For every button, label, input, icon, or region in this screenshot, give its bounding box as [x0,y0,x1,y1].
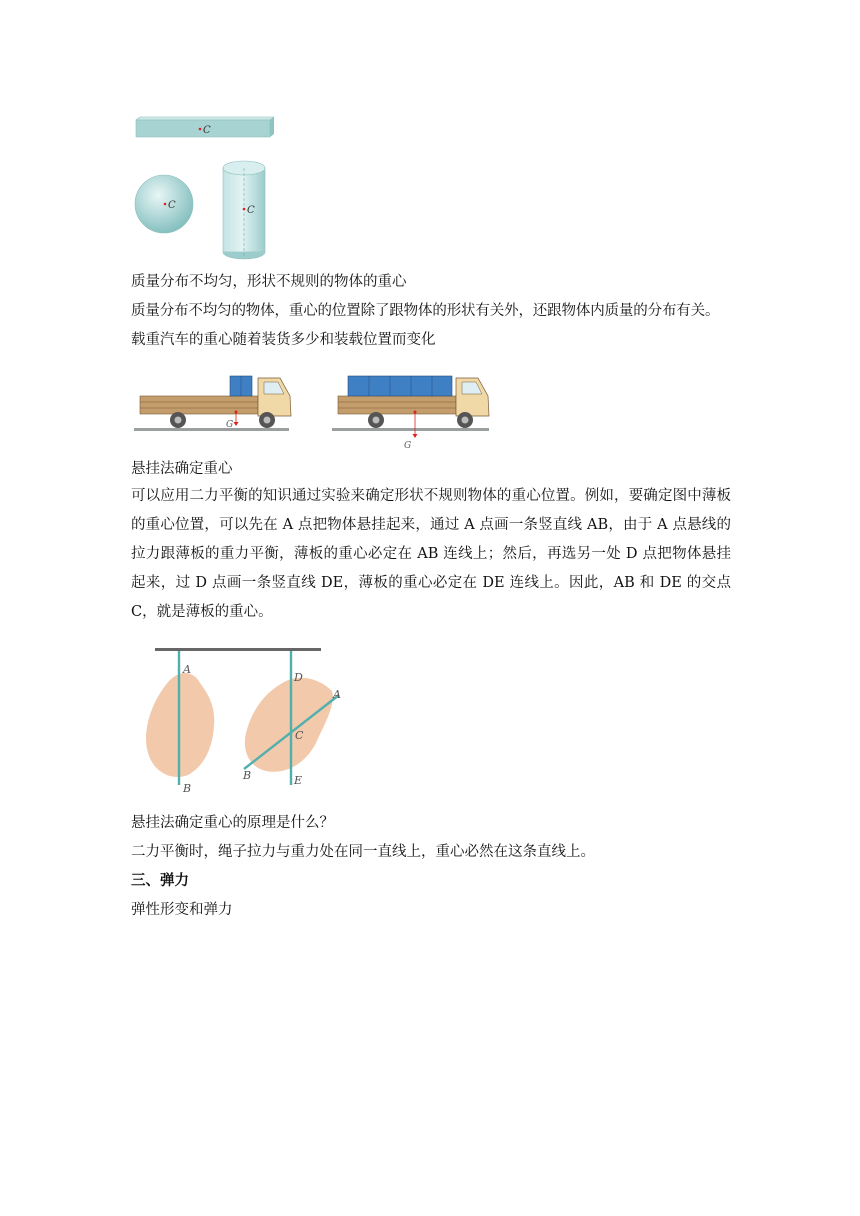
plate-2 [242,651,341,787]
answer: 二力平衡时，绳子拉力与重力处在同一直线上，重心必然在这条直线上。 [131,844,595,860]
plate2-label-d: D [294,671,303,684]
plate1-label-a: A [183,663,191,676]
sphere-c-label: C [168,200,176,211]
truck-heavy-load [332,376,489,451]
plate2-label-c: C [295,729,304,742]
plate-1 [146,651,214,795]
plank-c-label: C [203,125,211,136]
caption-truck: 载重汽车的重心随着装货多少和装载位置而变化 [131,332,436,348]
cylinder-c-label: C [247,205,255,216]
question: 悬挂法确定重心的原理是什么？ [131,815,334,831]
truck2-g-label: G [404,441,412,451]
suspension-figure [136,645,356,795]
suspension-bar [155,648,321,651]
subheading: 弹性形变和弹力 [131,902,233,918]
section-heading: 三、弹力 [131,872,189,889]
cg-shapes-figure [130,112,280,262]
heading-suspension: 悬挂法确定重心 [131,461,233,477]
sphere-shape [135,175,193,233]
plate2-label-e: E [294,774,303,787]
plate1-label-b: B [183,782,192,795]
plate2-label-a: A [333,688,341,701]
truck-light-load [134,376,291,431]
paragraph-uneven: 质量分布不均匀的物体，重心的位置除了跟物体的形状有关外，还跟物体内质量的分布有关。 [131,303,720,319]
truck1-g-label: G [226,420,234,430]
paragraph-suspension: 可以应用二力平衡的知识通过实验来确定形状不规则物体的重心位置。例如，要确定图中薄板的重心位置，可以先在 A 点把物体悬挂起来，通过 A 点画一条竖直线 AB，由于 A 点悬线的拉力跟薄板的重力平衡，薄板的重心必定在 AB 连线上；然后，再选另一处 D 点把物体悬挂起来，过 D 点画一条竖直线 DE，薄板的重心必定在 DE 连线上。因此，AB 和 DE 的交点 C，就是薄板的重心。 [131,488,731,620]
caption-uneven: 质量分布不均匀，形状不规则的物体的重心 [131,274,407,290]
plank-shape [136,117,274,137]
plate2-label-b: B [243,769,252,782]
cylinder-shape [223,161,265,259]
trucks-figure [134,372,494,454]
